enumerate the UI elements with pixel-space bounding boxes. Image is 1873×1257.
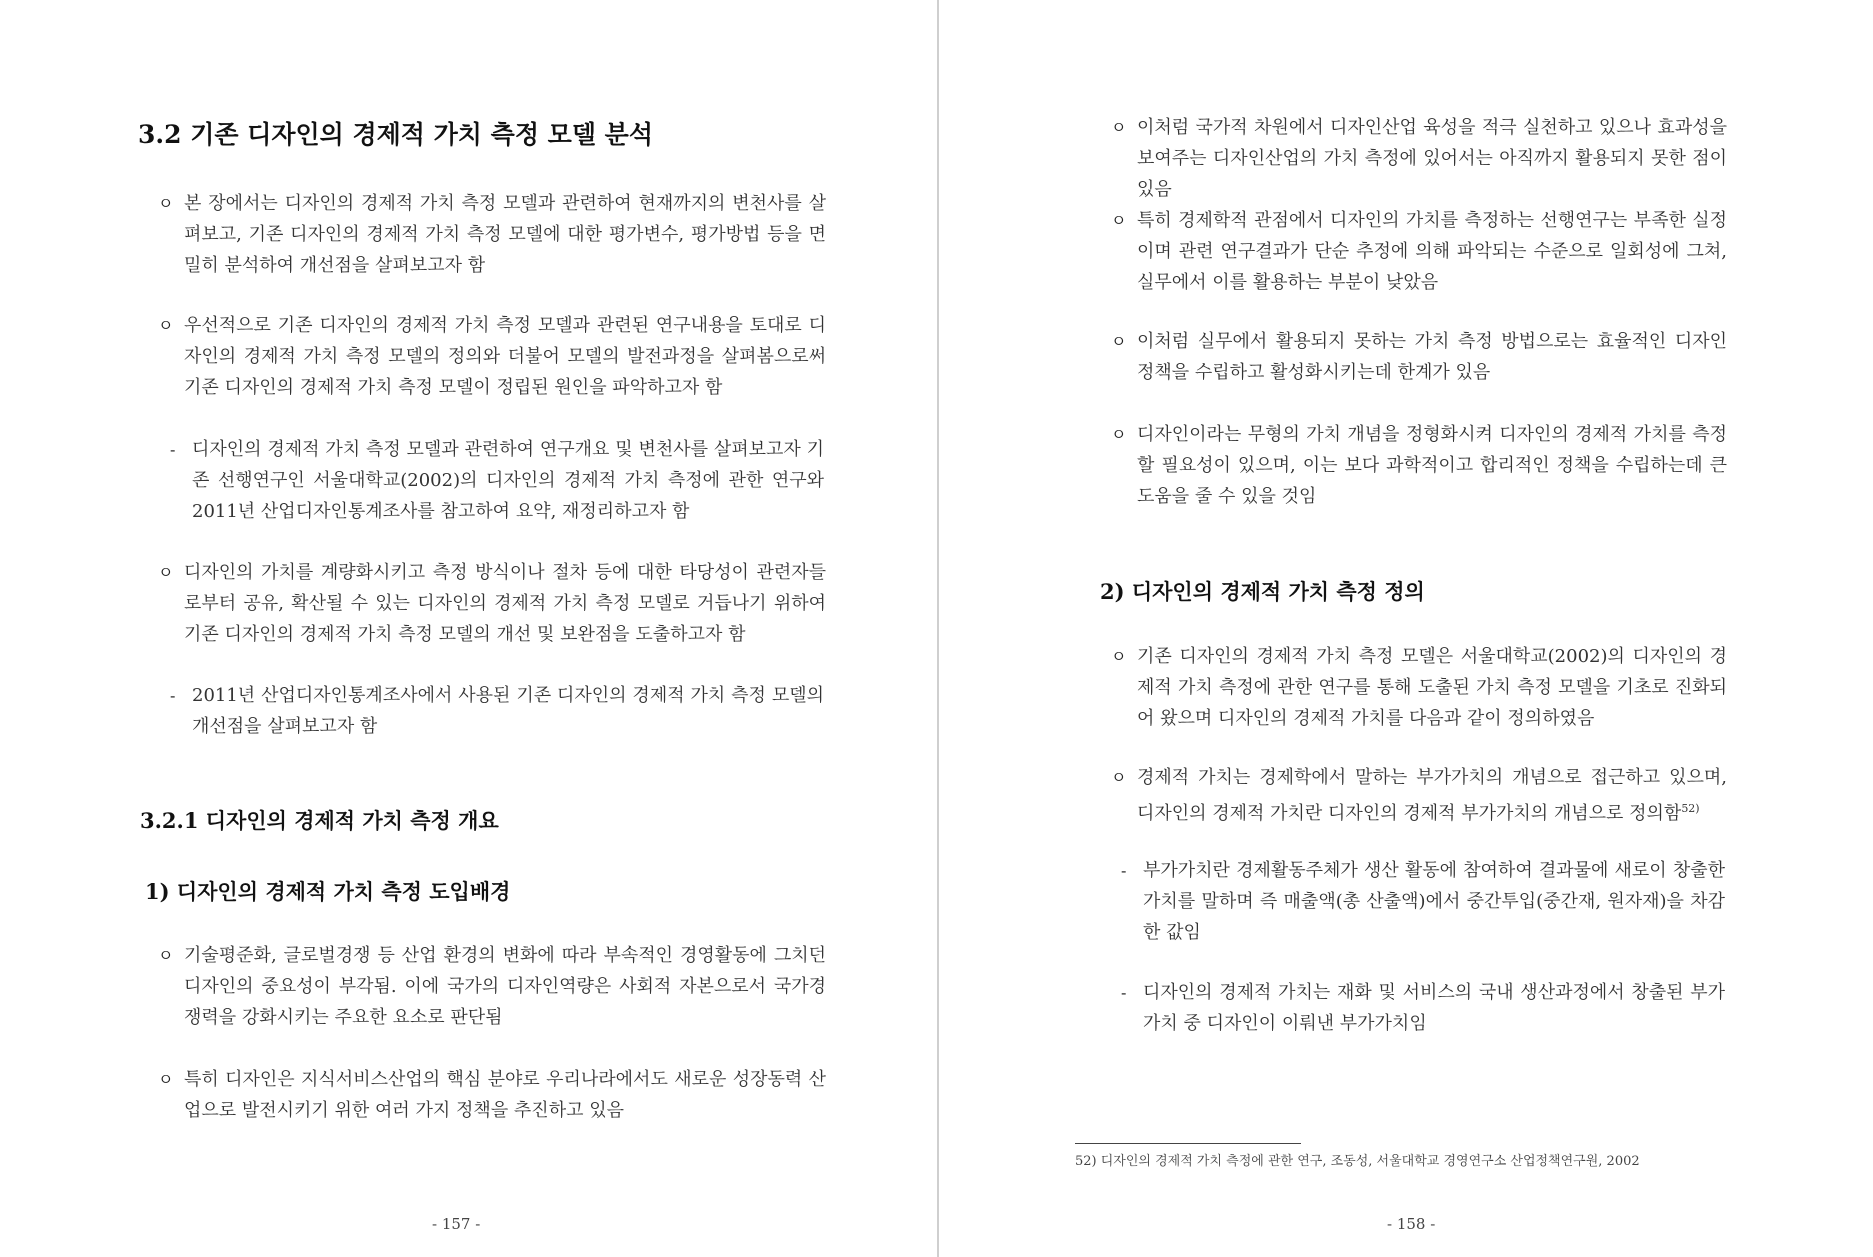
paragraph-text: 특히 경제학적 관점에서 디자인의 가치를 측정하는 선행연구는 부족한 실정이며 관련 연구결과가 단순 추정에 의해 파악되는 수준으로 일회성에 그쳐, 실무에서 이를 활용하는 부분이 낮았음 [1137,210,1727,293]
right-page [941,0,1873,1257]
paragraph-text: 이처럼 국가적 차원에서 디자인산업 육성을 적극 실천하고 있으나 효과성을 보여주는 디자인산업의 가치 측정에 있어서는 아직까지 활용되지 못한 점이 있음 [1137,117,1727,200]
bullet-marker: ㅇ [158,563,174,582]
sub-heading: 1) 디자인의 경제적 가치 측정 도입배경 [145,879,511,904]
section-heading: 3.2 기존 디자인의 경제적 가치 측정 모델 분석 [138,120,653,149]
bullet-marker: ㅇ [1111,332,1127,351]
paragraph-text: 디자인의 경제적 가치 측정 모델과 관련하여 연구개요 및 변천사를 살펴보고자 기존 선행연구인 서울대학교(2002)의 디자인의 경제적 가치 측정에 관한 연구와 2011년 산업디자인통계조사를 참고하여 요약, 재정리하고자 함 [192,439,824,522]
bullet-paragraph [1111,112,1727,205]
bullet-paragraph [1111,762,1727,829]
bullet-paragraph [158,940,826,1033]
bullet-paragraph [1111,419,1727,512]
page-number: - 158 - [1387,1215,1436,1233]
dash-marker: - [1121,861,1127,880]
paragraph-text: 디자인의 경제적 가치는 재화 및 서비스의 국내 생산과정에서 창출된 부가가치 중 디자인이 이뤄낸 부가가치임 [1143,982,1725,1034]
paragraph-text: 부가가치란 경제활동주체가 생산 활동에 참여하여 결과물에 새로이 창출한 가치를 말하며 즉 매출액(총 산출액)에서 중간투입(중간재, 원자재)을 차감한 값임 [1143,860,1725,943]
dash-paragraph [170,434,824,527]
bullet-marker: ㅇ [1111,768,1127,787]
bullet-marker: ㅇ [158,194,174,213]
dash-marker: - [1121,983,1127,1002]
paragraph-body: 경제적 가치는 경제학에서 말하는 부가가치의 개념으로 접근하고 있으며, 디자인의 경제적 가치란 디자인의 경제적 부가가치의 개념으로 정의함 [1137,767,1727,824]
paragraph-text: 본 장에서는 디자인의 경제적 가치 측정 모델과 관련하여 현재까지의 변천사를 살펴보고, 기존 디자인의 경제적 가치 측정 모델에 대한 평가변수, 평가방법 등을 면밀히 분석하여 개선점을 살펴보고자 함 [184,193,826,276]
paragraph-text: 이처럼 실무에서 활용되지 못하는 가치 측정 방법으로는 효율적인 디자인 정책을 수립하고 활성화시키는데 한계가 있음 [1137,331,1727,383]
paragraph-text: 기존 디자인의 경제적 가치 측정 모델은 서울대학교(2002)의 디자인의 경제적 가치 측정에 관한 연구를 통해 도출된 가치 측정 모델을 기초로 진화되어 왔으며 디자인의 경제적 가치를 다음과 같이 정의하였음 [1137,646,1727,729]
bullet-marker: ㅇ [158,946,174,965]
paragraph-text [1137,762,1727,829]
bullet-paragraph [1111,641,1727,734]
bullet-marker: ㅇ [1111,118,1127,137]
bullet-marker: ㅇ [158,316,174,335]
bullet-paragraph [158,1064,826,1126]
footnote: 52) 디자인의 경제적 가치 측정에 관한 연구, 조동성, 서울대학교 경영연구소 산업정책연구원, 2002 [1075,1154,1640,1169]
dash-marker: - [170,686,176,705]
paragraph-text: 디자인의 가치를 계량화시키고 측정 방식이나 절차 등에 대한 타당성이 관련자들로부터 공유, 확산될 수 있는 디자인의 경제적 가치 측정 모델로 거듭나기 위하여 기존 디자인의 경제적 가치 측정 모델의 개선 및 보완점을 도출하고자 함 [184,562,826,645]
page-number: - 157 - [432,1215,481,1233]
paragraph-text: 디자인이라는 무형의 가치 개념을 정형화시켜 디자인의 경제적 가치를 측정할 필요성이 있으며, 이는 보다 과학적이고 합리적인 정책을 수립하는데 큰 도움을 줄 수 있을 것임 [1137,424,1727,507]
subsection-heading: 3.2.1 디자인의 경제적 가치 측정 개요 [140,808,499,833]
bullet-paragraph [158,557,826,650]
dash-paragraph [1121,855,1725,948]
bullet-marker: ㅇ [1111,647,1127,666]
dash-paragraph [1121,977,1725,1039]
bullet-paragraph [1111,205,1727,298]
sub-heading: 2) 디자인의 경제적 가치 측정 정의 [1100,579,1425,604]
page-divider [937,0,939,1257]
bullet-marker: ㅇ [158,1070,174,1089]
dash-marker: - [170,440,176,459]
footnote-reference: 52) [1681,802,1700,815]
paragraph-text: 특히 디자인은 지식서비스산업의 핵심 분야로 우리나라에서도 새로운 성장동력 산업으로 발전시키기 위한 여러 가지 정책을 추진하고 있음 [184,1069,826,1121]
bullet-marker: ㅇ [1111,211,1127,230]
bullet-marker: ㅇ [1111,425,1127,444]
bullet-paragraph [158,188,826,281]
paragraph-text: 우선적으로 기존 디자인의 경제적 가치 측정 모델과 관련된 연구내용을 토대로 디자인의 경제적 가치 측정 모델의 정의와 더불어 모델의 발전과정을 살펴봄으로써 기존 디자인의 경제적 가치 측정 모델이 정립된 원인을 파악하고자 함 [184,315,826,398]
paragraph-text: 기술평준화, 글로벌경쟁 등 산업 환경의 변화에 따라 부속적인 경영활동에 그치던 디자인의 중요성이 부각됨. 이에 국가의 디자인역량은 사회적 자본으로서 국가경쟁력을 강화시키는 주요한 요소로 판단됨 [184,945,826,1028]
paragraph-text: 2011년 산업디자인통계조사에서 사용된 기존 디자인의 경제적 가치 측정 모델의 개선점을 살펴보고자 함 [192,685,824,737]
dash-paragraph [170,680,824,742]
footnote-divider [1075,1143,1301,1144]
bullet-paragraph [1111,326,1727,388]
bullet-paragraph [158,310,826,403]
left-page [0,0,935,1257]
